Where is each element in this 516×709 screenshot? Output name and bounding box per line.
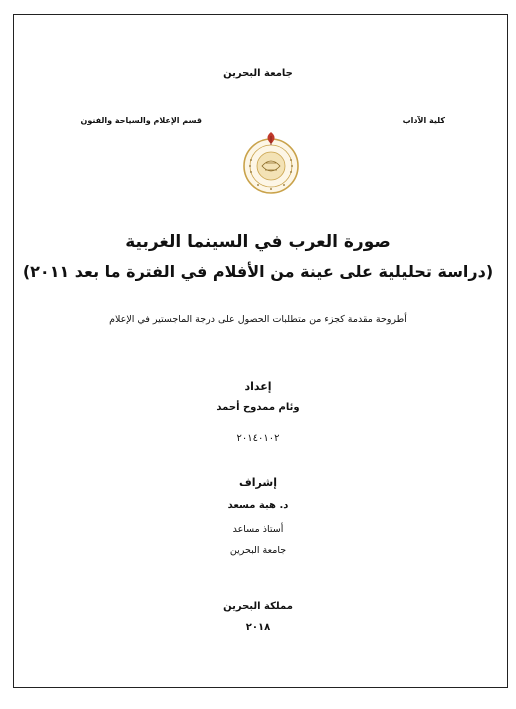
year: ٢٠١٨	[245, 622, 271, 633]
student-id: ٢٠١٤٠١٠٢	[236, 433, 280, 444]
preparation-heading: إعداد	[244, 380, 272, 393]
supervision-heading: إشراف	[239, 476, 277, 489]
college-name: كلية الآداب	[402, 116, 445, 125]
supervisor-rank: أستاذ مساعد	[232, 524, 284, 535]
thesis-purpose: أطروحة مقدمة كجزء من متطلبات الحصول على درجة الماجستير في الإعلام	[109, 314, 407, 325]
country-name: مملكة البحرين	[223, 601, 293, 612]
department-name: قسم الإعلام والسياحة والفنون	[80, 116, 202, 125]
author-name: وئام ممدوح أحمد	[216, 402, 300, 413]
supervisor-university: جامعة البحرين	[229, 545, 287, 556]
university-seal-icon	[238, 130, 304, 196]
thesis-title: صورة العرب في السينما الغربية	[125, 232, 391, 252]
supervisor-name: د. هبة مسعد	[227, 500, 289, 511]
thesis-subtitle: (دراسة تحليلية على عينة من الأفلام في الفترة ما بعد ٢٠١١)	[22, 262, 494, 281]
university-name: جامعة البحرين	[223, 68, 293, 79]
